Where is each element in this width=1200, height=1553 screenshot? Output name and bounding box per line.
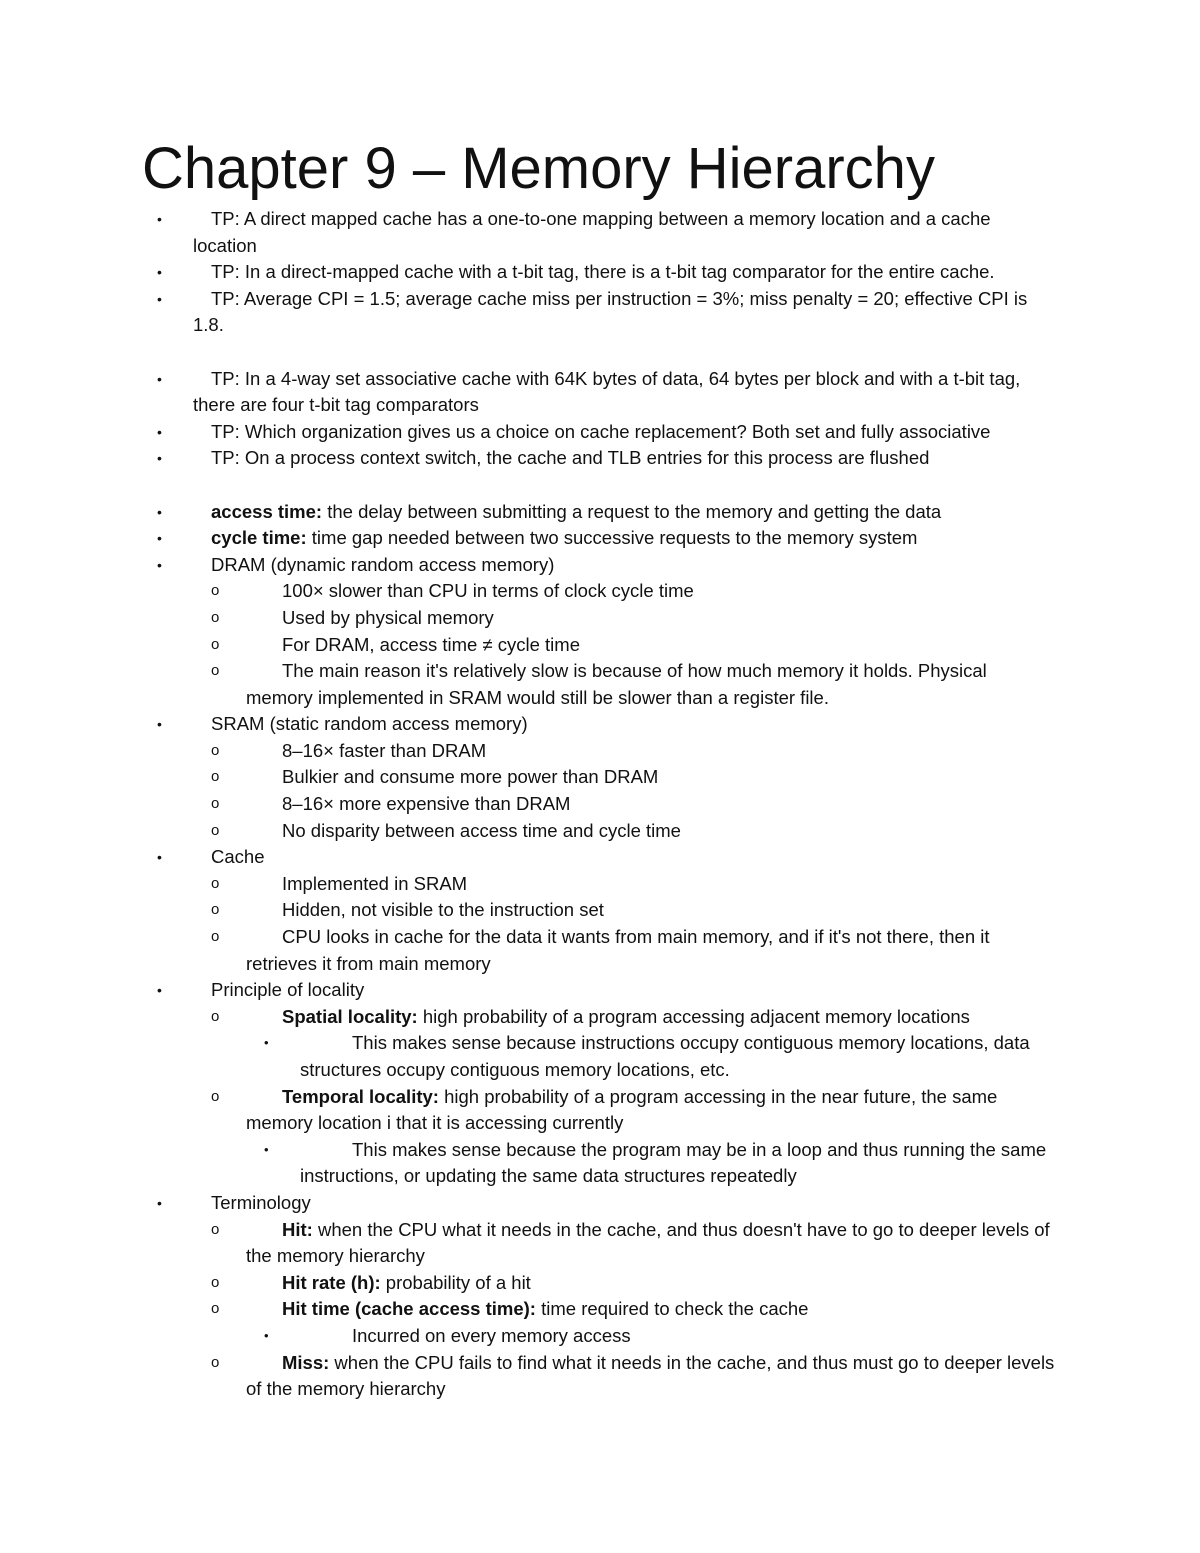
sub-sub-list-item: [0, 1323, 1055, 1350]
bullet-icon: •: [264, 1327, 269, 1343]
sub-list-item: [0, 1004, 1055, 1031]
list-item: [0, 711, 1055, 738]
item-text: Terminology: [211, 1191, 311, 1213]
term-label: access time:: [211, 500, 323, 522]
bullet-icon: •: [157, 423, 162, 440]
item-text: Cache: [211, 846, 265, 868]
circle-bullet-icon: o: [211, 1220, 220, 1238]
list-item: [0, 259, 1055, 286]
list-item: [0, 445, 1055, 472]
term-label: cycle time:: [211, 527, 307, 549]
circle-bullet-icon: o: [211, 1273, 220, 1291]
sub-list-item: [0, 1350, 1060, 1403]
item-text: Incurred on every memory access: [352, 1324, 631, 1346]
term-label: Spatial locality:: [282, 1005, 418, 1027]
list-item: [0, 499, 1055, 526]
term-label: Hit time (cache access time):: [282, 1298, 536, 1320]
list-item: [0, 366, 1055, 419]
bullet-icon: •: [264, 1141, 269, 1157]
bullet-icon: •: [157, 530, 162, 547]
term-label: Hit:: [282, 1218, 313, 1240]
sub-list-item: [0, 791, 1055, 818]
circle-bullet-icon: o: [211, 635, 220, 653]
item-text: time required to check the cache: [535, 1298, 809, 1320]
item-text: when the CPU fails to find what it needs in the cache, and thus must go to deeper levels of the memory hierarchy: [246, 1351, 1060, 1400]
item-text: high probability of a program accessing in the near future, the same memory location i that it is accessing currently: [246, 1085, 1003, 1134]
list-item: [0, 552, 1055, 579]
list-item: [0, 286, 1055, 339]
bullet-icon: •: [157, 503, 162, 520]
sub-list-item: [0, 897, 1055, 924]
bullet-icon: •: [157, 211, 162, 227]
sub-list-item: [0, 1270, 1055, 1297]
sub-list-item: [0, 764, 1055, 791]
item-text: 8–16× faster than DRAM: [282, 739, 487, 761]
sub-list-item: [0, 578, 1055, 605]
item-text: 8–16× more expensive than DRAM: [282, 793, 571, 815]
sub-list-item: [0, 818, 1055, 845]
bullet-icon: •: [157, 556, 162, 573]
item-text: time gap needed between two successive requests to the memory system: [306, 527, 918, 549]
circle-bullet-icon: o: [211, 582, 220, 600]
term-label: Temporal locality:: [282, 1085, 439, 1107]
page-title: Chapter 9 – Memory Hierarchy: [142, 136, 935, 201]
sub-list-item: [0, 924, 1055, 977]
bullet-icon: •: [264, 1035, 269, 1051]
item-text: DRAM (dynamic random access memory): [211, 553, 555, 575]
item-text: TP: In a 4-way set associative cache with 64K bytes of data, 64 bytes per block and with a t-bit tag, there are four t-bit tag comparators: [193, 367, 1026, 416]
circle-bullet-icon: o: [211, 741, 220, 759]
circle-bullet-icon: o: [211, 874, 220, 892]
item-text: Hidden, not visible to the instruction set: [282, 899, 604, 921]
sub-sub-list-item: [0, 1137, 1055, 1190]
sub-sub-list-item: [0, 1030, 1055, 1083]
item-text: For DRAM, access time ≠ cycle time: [282, 633, 580, 655]
item-text: The main reason it's relatively slow is because of how much memory it holds. Physical memory implemented in SRAM would still be slower than a register file.: [246, 660, 992, 708]
notes-list: [0, 206, 1200, 1403]
item-text: high probability of a program accessing adjacent memory locations: [417, 1005, 970, 1027]
bullet-icon: •: [157, 370, 162, 387]
term-label: Miss:: [282, 1351, 330, 1373]
circle-bullet-icon: o: [211, 662, 220, 680]
item-text: the delay between submitting a request to the memory and getting the data: [322, 500, 942, 522]
sub-list-item: [0, 1217, 1055, 1270]
item-text: This makes sense because the program may be in a loop and thus running the same instructions, or updating the same data structures repeatedly: [300, 1138, 1052, 1187]
bullet-icon: •: [157, 290, 162, 307]
bullet-icon: •: [157, 1194, 162, 1211]
sub-list-item: [0, 1296, 1055, 1323]
item-text: TP: In a direct-mapped cache with a t-bit tag, there is a t-bit tag comparator for the entire cache.: [211, 261, 995, 283]
list-item: [0, 206, 1055, 259]
circle-bullet-icon: o: [211, 1353, 220, 1371]
term-label: Hit rate (h):: [282, 1271, 381, 1293]
item-text: No disparity between access time and cycle time: [282, 819, 681, 841]
circle-bullet-icon: o: [211, 928, 220, 946]
list-item: [0, 977, 1055, 1004]
sub-list-item: [0, 1084, 1055, 1137]
item-text: Used by physical memory: [282, 606, 494, 628]
list-item: [0, 419, 1055, 446]
circle-bullet-icon: o: [211, 608, 220, 626]
item-text: SRAM (static random access memory): [211, 713, 528, 735]
item-text: probability of a hit: [380, 1271, 531, 1293]
circle-bullet-icon: o: [211, 768, 220, 786]
item-text: TP: Average CPI = 1.5; average cache miss per instruction = 3%; miss penalty = 20; effective CPI is 1.8.: [193, 287, 1033, 336]
item-text: Implemented in SRAM: [282, 872, 468, 894]
bullet-icon: •: [157, 264, 162, 281]
bullet-icon: •: [157, 450, 162, 467]
list-item: [0, 844, 1055, 871]
item-text: when the CPU what it needs in the cache, and thus doesn't have to go to deeper levels of the memory hierarchy: [246, 1218, 1055, 1267]
sub-list-item: [0, 632, 1055, 659]
item-text: TP: Which organization gives us a choice on cache replacement? Both set and fully associative: [211, 420, 991, 442]
sub-list-item: [0, 871, 1055, 898]
circle-bullet-icon: o: [211, 795, 220, 813]
circle-bullet-icon: o: [211, 821, 220, 839]
item-text: TP: A direct mapped cache has a one-to-one mapping between a memory location and a cache location: [193, 208, 996, 256]
sub-list-item: [0, 738, 1055, 765]
circle-bullet-icon: o: [211, 901, 220, 919]
circle-bullet-icon: o: [211, 1087, 220, 1105]
bullet-icon: •: [157, 849, 162, 866]
item-text: Bulkier and consume more power than DRAM: [282, 766, 659, 788]
item-text: 100× slower than CPU in terms of clock cycle time: [282, 580, 694, 602]
list-item: [0, 525, 1055, 552]
list-item: [0, 1190, 1055, 1217]
bullet-icon: •: [157, 716, 162, 733]
item-text: Principle of locality: [211, 979, 365, 1001]
sub-list-item: [0, 605, 1055, 632]
bullet-icon: •: [157, 982, 162, 999]
circle-bullet-icon: o: [211, 1007, 220, 1025]
item-text: TP: On a process context switch, the cache and TLB entries for this process are flushed: [211, 447, 930, 469]
sub-list-item: [0, 658, 1055, 711]
circle-bullet-icon: o: [211, 1300, 220, 1318]
item-text: This makes sense because instructions occupy contiguous memory locations, data structures occupy contiguous memory locations, etc.: [300, 1032, 1035, 1080]
item-text: CPU looks in cache for the data it wants from main memory, and if it's not there, then it retrieves it from main memory: [246, 926, 995, 974]
